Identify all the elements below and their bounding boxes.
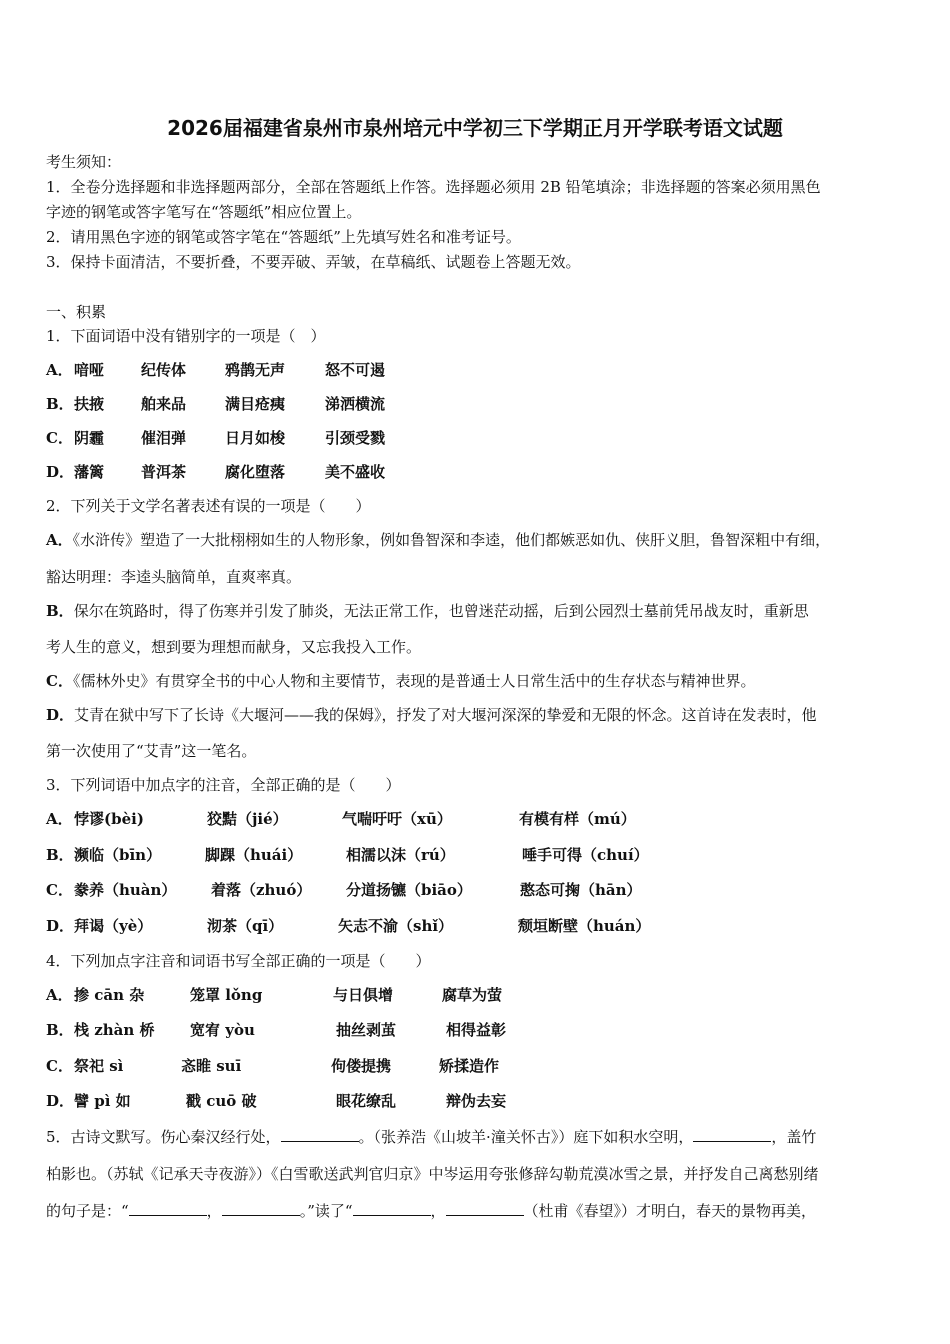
option-term: 辩伪去妄 <box>446 1092 507 1110</box>
answer-blank[interactable] <box>281 1127 359 1142</box>
option-label: C． <box>46 1057 73 1075</box>
option-term: 怒不可遏 <box>325 361 386 379</box>
option-label: A． <box>46 361 73 379</box>
option-term: 分道扬镳（biāo） <box>346 881 472 899</box>
option-text: 保尔在筑路时，得了伤寒并引发了肺炎，无法正常工作，也曾迷茫动摇，后到公园烈士墓前凭吊战友时，重新思 <box>73 602 809 620</box>
option-term: 沏茶（qī） <box>207 917 284 935</box>
option-term: 颓垣断壁（huán） <box>518 917 651 935</box>
option-term: 喑哑 <box>74 361 105 379</box>
option-term: 濒临（bīn） <box>74 846 162 864</box>
option-term: 有模有样（mú） <box>519 810 636 828</box>
option-term: 狡黠（jié） <box>207 810 288 828</box>
q2-option-b-line-1 <box>46 601 809 621</box>
option-term: 与日俱增 <box>333 986 394 1004</box>
option-term: 催泪弹 <box>141 429 187 447</box>
option-label: D． <box>46 917 75 935</box>
option-label: B． <box>46 602 74 620</box>
option-label: D． <box>46 1092 75 1110</box>
notice-heading: 考生须知： <box>46 153 122 171</box>
option-label: A． <box>46 986 73 1004</box>
option-label: C． <box>46 429 73 447</box>
option-term: 脚踝（huái） <box>205 846 303 864</box>
option-text: 《水浒传》塑造了一大批栩栩如生的人物形象，例如鲁智深和李逵，他们都嫉恶如仇、侠肝义胆，鲁智深粗中有细， <box>72 531 831 549</box>
option-term: 譬 pì 如 <box>74 1092 131 1110</box>
option-term: 日月如梭 <box>225 429 286 447</box>
answer-blank[interactable] <box>693 1127 771 1142</box>
option-term: 腐草为萤 <box>442 986 503 1004</box>
option-term: 豢养（huàn） <box>74 881 177 899</box>
q5-text: 。”读了“ <box>299 1202 353 1220</box>
option-label: A． <box>46 810 73 828</box>
option-label: D． <box>46 706 75 724</box>
notice-line-2: 2．请用黑色字迹的钢笔或答字笔在“答题纸”上先填写姓名和准考证号。 <box>46 228 521 246</box>
q5-text: 5．古诗文默写。伤心秦汉经行处， <box>46 1128 281 1146</box>
option-term: 美不盛收 <box>325 463 386 481</box>
section-heading: 一、积累 <box>46 303 107 321</box>
q5-text: 的句子是：“ <box>46 1202 129 1220</box>
option-term: 笼罩 lǒng <box>190 986 263 1004</box>
option-term: 引颈受戮 <box>325 429 386 447</box>
option-term: 扶掖 <box>74 395 105 413</box>
q4-stem: 4．下列加点字注音和词语书写全部正确的一项是（ ） <box>46 952 431 970</box>
option-term: 矢志不渝（shǐ） <box>338 917 454 935</box>
q5-line-3 <box>46 1201 816 1221</box>
option-label: B． <box>46 395 74 413</box>
option-term: 着落（zhuó） <box>211 881 312 899</box>
page-title: 2026届福建省泉州市泉州培元中学初三下学期正月开学联考语文试题 <box>167 116 783 140</box>
notice-line-1b: 字迹的钢笔或答字笔写在“答题纸”相应位置上。 <box>46 203 362 221</box>
option-text: 《儒林外史》有贯穿全书的中心人物和主要情节，表现的是普通士人日常生活中的生存状态与精神世界。 <box>72 672 756 690</box>
option-term: 掺 cān 杂 <box>74 986 145 1004</box>
option-term: 眼花缭乱 <box>336 1092 397 1110</box>
answer-blank[interactable] <box>353 1201 431 1216</box>
option-term: 相得益彰 <box>446 1021 507 1039</box>
q2-option-b-line-2: 考人生的意义，想到要为理想而献身，又忘我投入工作。 <box>46 638 422 656</box>
notice-line-1a: 1．全卷分选择题和非选择题两部分，全部在答题纸上作答。选择题必须用 2B 铅笔填涂；非选择题的答案必须用黑色 <box>46 178 821 196</box>
option-label: B． <box>46 1021 74 1039</box>
option-term: 舶来品 <box>141 395 187 413</box>
option-term: 拜谒（yè） <box>74 917 153 935</box>
q2-option-a-line-1 <box>46 530 830 550</box>
answer-blank[interactable] <box>222 1201 300 1216</box>
option-term: 纪传体 <box>141 361 187 379</box>
option-term: 憨态可掬（hān） <box>520 881 642 899</box>
option-term: 涕洒横流 <box>325 395 386 413</box>
option-term: 普洱茶 <box>141 463 187 481</box>
q5-text: （杜甫《春望》）才明白，春天的景物再美， <box>523 1202 817 1220</box>
notice-line-3: 3．保持卡面清洁，不要折叠，不要弄破、弄皱，在草稿纸、试题卷上答题无效。 <box>46 253 581 271</box>
option-term: 祭祀 sì <box>74 1057 124 1075</box>
option-term: 满目疮痍 <box>225 395 286 413</box>
option-term: 唾手可得（chuí） <box>522 846 649 864</box>
option-label: B． <box>46 846 74 864</box>
option-term: 藩篱 <box>74 463 105 481</box>
option-label: D． <box>46 463 75 481</box>
option-term: 气喘吁吁（xū） <box>342 810 452 828</box>
option-term: 腐化堕落 <box>225 463 286 481</box>
q2-option-d-line-1 <box>46 705 817 725</box>
q2-option-a-line-2: 豁达明理：李逵头脑简单，直爽率真。 <box>46 568 302 586</box>
q3-stem: 3．下列词语中加点字的注音，全部正确的是（ ） <box>46 776 401 794</box>
option-term: 戳 cuō 破 <box>186 1092 257 1110</box>
option-term: 鸦鹊无声 <box>225 361 286 379</box>
q1-stem: 1．下面词语中没有错别字的一项是（ ） <box>46 327 326 345</box>
q2-option-d-line-2: 第一次使用了“艾青”这一笔名。 <box>46 742 257 760</box>
q5-text: ， <box>430 1202 446 1220</box>
q5-line-1 <box>46 1127 816 1147</box>
q2-option-c-line-1 <box>46 671 755 691</box>
option-term: 抽丝剥茧 <box>336 1021 397 1039</box>
option-term: 悖谬(bèi) <box>74 810 144 828</box>
answer-blank[interactable] <box>129 1201 207 1216</box>
option-term: 矫揉造作 <box>439 1057 500 1075</box>
option-term: 栈 zhàn 桥 <box>74 1021 155 1039</box>
answer-blank[interactable] <box>446 1201 524 1216</box>
option-term: 宽宥 yòu <box>190 1021 255 1039</box>
option-label: C． <box>46 881 73 899</box>
q5-line-2: 柏影也。（苏轼《记承天寺夜游》）《白雪歌送武判官归京》中岑运用夸张修辞勾勒荒漠冰雪之景，并抒发自己离愁别绪 <box>46 1165 819 1183</box>
q2-stem: 2．下列关于文学名著表述有误的一项是（ ） <box>46 497 371 515</box>
option-term: 相濡以沫（rú） <box>346 846 455 864</box>
q5-text: ， <box>206 1202 222 1220</box>
q5-text: 。（张养浩《山坡羊·潼关怀古》）庭下如积水空明， <box>358 1128 694 1146</box>
option-text: 艾青在狱中写下了长诗《大堰河——我的保姆》，抒发了对大堰河深深的挚爱和无限的怀念。这首诗在发表时，他 <box>74 706 817 724</box>
option-term: 忞睢 suī <box>181 1057 242 1075</box>
option-label: A． <box>46 531 73 549</box>
option-term: 佝偻提携 <box>331 1057 392 1075</box>
option-label: C． <box>46 672 73 690</box>
option-term: 阴霾 <box>74 429 105 447</box>
q5-text: ，盖竹 <box>771 1128 817 1146</box>
